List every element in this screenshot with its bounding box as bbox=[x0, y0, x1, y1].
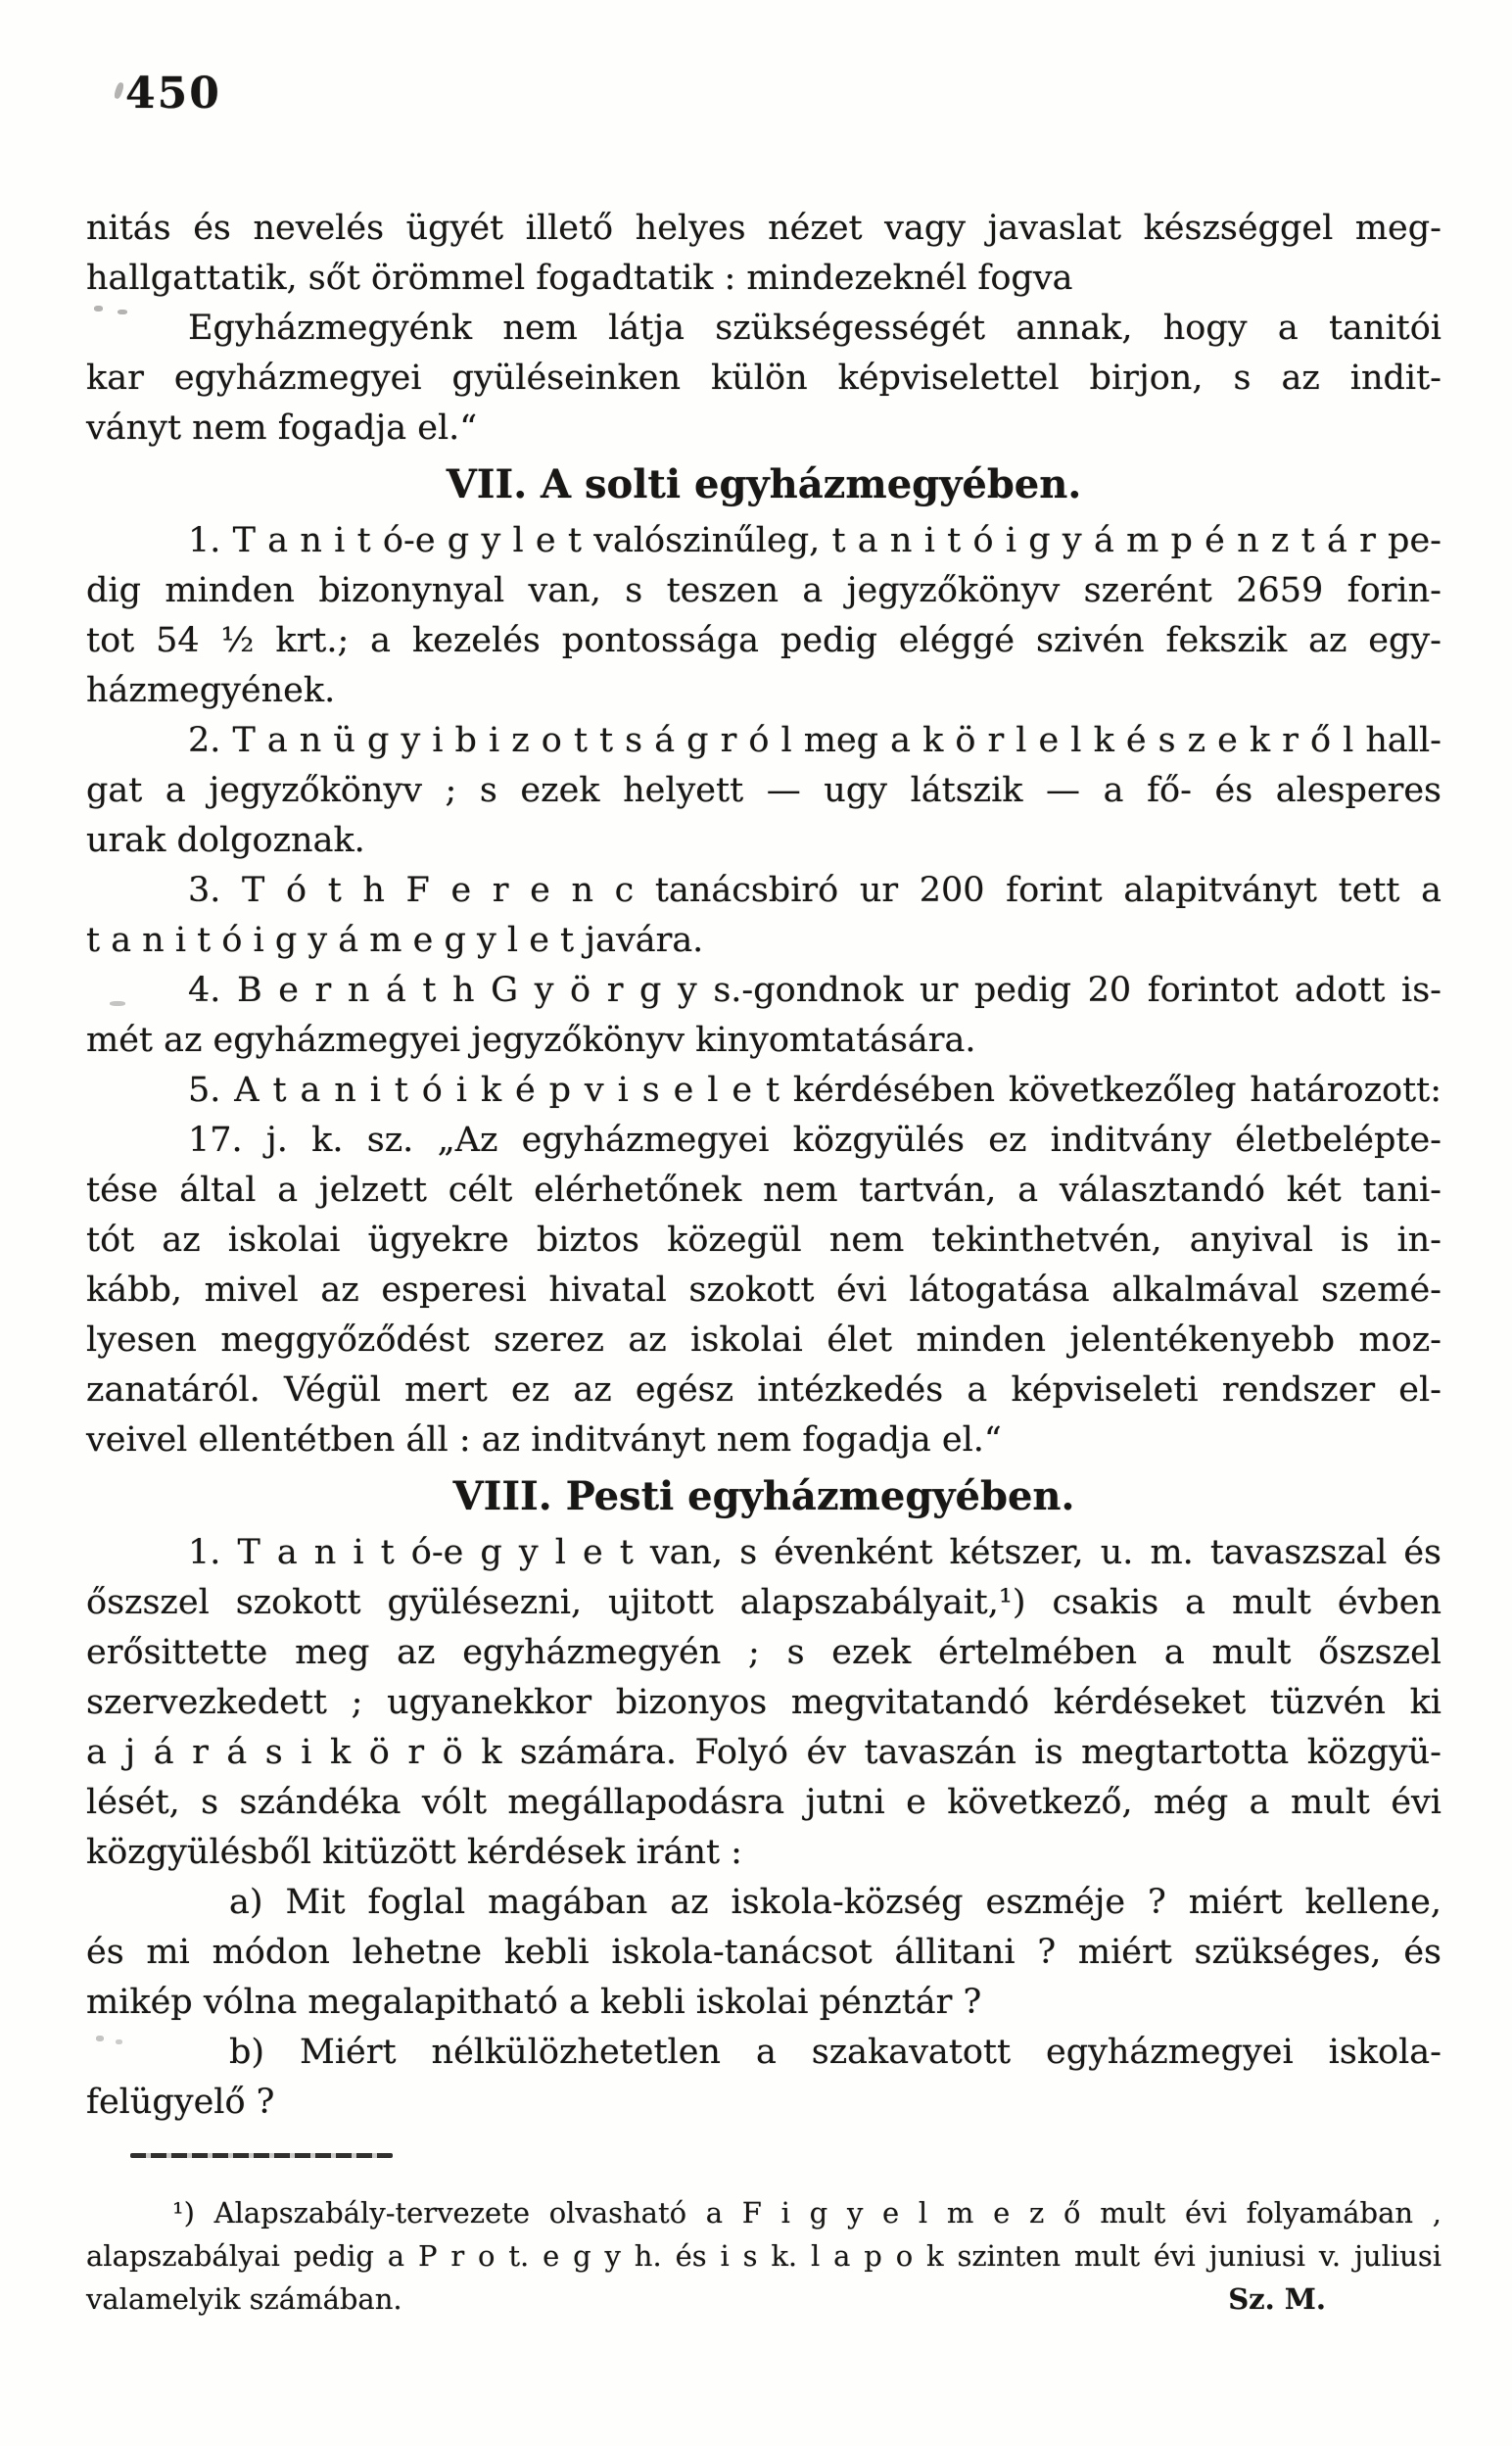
text-line: zanatáról. Végül mert ez az egész intézkedés a képviseleti rendszer el- bbox=[86, 1370, 1441, 1410]
text-line: 17. j. k. sz. „Az egyházmegyei közgyülés ez inditvány életbelépte- bbox=[188, 1121, 1441, 1160]
text-line: urak dolgoznak. bbox=[86, 821, 365, 860]
page-body bbox=[86, 204, 1441, 2321]
paragraph bbox=[86, 866, 1441, 966]
footnote-divider bbox=[130, 2153, 393, 2158]
section-heading: VII. A solti egyházmegyében. bbox=[446, 461, 1082, 507]
text-line: a) Mit foglal magában az iskola-község eszméje ? miért kellene, bbox=[229, 1883, 1441, 1922]
text-line: b) Miért nélkülözhetetlen a szakavatott egyházmegyei iskola- bbox=[229, 2033, 1441, 2072]
paragraph bbox=[86, 204, 1441, 304]
text-line: felügyelő ? bbox=[86, 2083, 275, 2122]
text-line: mikép vólna megalapitható a kebli iskolai pénztár ? bbox=[86, 1983, 982, 2022]
text-line: nitás és nevelés ügyét illető helyes nézet vagy javaslat készséggel meg- bbox=[86, 209, 1441, 248]
text-line: alapszabályai pedig a P r o t. e g y h. és i s k. l a p o k szinten mult évi juniusi v. juliusi bbox=[86, 2239, 1441, 2273]
scan-artifact bbox=[114, 81, 125, 99]
text-line: 1. T a n i t ó-e g y l e t van, s évenként kétszer, u. m. tavaszszal és bbox=[188, 1533, 1441, 1572]
paragraph bbox=[86, 966, 1441, 1066]
text-line: t a n i t ó i g y á m e g y l e t javára. bbox=[86, 921, 704, 960]
paragraph bbox=[86, 516, 1441, 716]
text-line: közgyülésből kitüzött kérdések iránt : bbox=[86, 1833, 742, 1872]
paragraph bbox=[86, 716, 1441, 866]
text-line: erősittette meg az egyházmegyén ; s ezek értelmében a mult őszszel bbox=[86, 1633, 1441, 1672]
footnote-signature: Sz. M. bbox=[1228, 2282, 1326, 2316]
text-line: Egyházmegyénk nem látja szükségességét annak, hogy a tanitói bbox=[188, 309, 1441, 348]
text-line: tót az iskolai ügyekre biztos közegül nem tekinthetvén, anyival is in- bbox=[86, 1221, 1441, 1260]
paragraph bbox=[86, 1116, 1441, 1465]
text-line: tése által a jelzett célt elérhetőnek nem tartván, a választandó két tani- bbox=[86, 1171, 1441, 1210]
text-line: hallgattatik, sőt örömmel fogadtatik : mindezeknél fogva bbox=[86, 259, 1073, 298]
footnote bbox=[86, 2191, 1441, 2321]
text-line: őszszel szokott gyülésezni, ujitott alapszabályait,¹) csakis a mult évben bbox=[86, 1583, 1441, 1622]
text-line: gat a jegyzőkönyv ; s ezek helyett — ugy látszik — a fő- és alesperes bbox=[86, 771, 1441, 810]
section-heading: VIII. Pesti egyházmegyében. bbox=[452, 1473, 1075, 1519]
text-line: 5. A t a n i t ó i k é p v i s e l e t kérdésében következőleg határozott: bbox=[188, 1071, 1441, 1110]
text-line: kar egyházmegyei gyüléseinken külön képviselettel birjon, s az indit- bbox=[86, 359, 1441, 398]
text-line: szervezkedett ; ugyanekkor bizonyos megvitatandó kérdéseket tüzvén ki bbox=[86, 1683, 1441, 1722]
page-number: 450 bbox=[125, 69, 221, 119]
text-line: 1. T a n i t ó-e g y l e t valószinűleg, t a n i t ó i g y á m p é n z t á r pe- bbox=[188, 521, 1441, 560]
text-line: 3. T ó t h F e r e n c tanácsbiró ur 200 forint alapitványt tett a bbox=[188, 871, 1441, 910]
text-line: valamelyik számában. Sz. M. bbox=[86, 2278, 1441, 2321]
text-line: lyesen meggyőződést szerez az iskolai élet minden jelentékenyebb moz- bbox=[86, 1320, 1441, 1360]
text-line: mét az egyházmegyei jegyzőkönyv kinyomtatására. bbox=[86, 1021, 976, 1060]
text-line: kább, mivel az esperesi hivatal szokott évi látogatása alkalmával szemé- bbox=[86, 1271, 1441, 1310]
paragraph bbox=[86, 304, 1441, 454]
text-line: dig minden bizonynyal van, s teszen a jegyzőkönyv szerént 2659 forin- bbox=[86, 571, 1441, 610]
paragraph bbox=[86, 1878, 1441, 2028]
text-line: 4. B e r n á t h G y ö r g y s.-gondnok ur pedig 20 forintot adott is- bbox=[188, 971, 1441, 1010]
text-line: tot 54 ½ krt.; a kezelés pontossága pedig eléggé szivén fekszik az egy- bbox=[86, 621, 1441, 660]
paragraph bbox=[86, 2028, 1441, 2128]
text-line: ványt nem fogadja el.“ bbox=[86, 408, 478, 448]
paragraph bbox=[86, 1528, 1441, 1878]
text-line: veivel ellentétben áll : az inditványt nem fogadja el.“ bbox=[86, 1420, 1002, 1460]
text-line: ¹) Alapszabály-tervezete olvasható a F i g y e l m e z ő mult évi folyamában , bbox=[172, 2196, 1441, 2230]
text-line: és mi módon lehetne kebli iskola-tanácsot állitani ? miért szükséges, és bbox=[86, 1933, 1441, 1972]
text-line: lését, s szándéka vólt megállapodásra jutni e következő, még a mult évi bbox=[86, 1783, 1441, 1822]
text-line: a j á r á s i k ö r ö k számára. Folyó év tavaszán is megtartotta közgyü- bbox=[86, 1733, 1441, 1772]
paragraph bbox=[86, 1066, 1441, 1116]
text-line: házmegyének. bbox=[86, 671, 336, 710]
text-line: 2. T a n ü g y i b i z o t t s á g r ó l meg a k ö r l e l k é s z e k r ő l hall- bbox=[188, 721, 1441, 760]
